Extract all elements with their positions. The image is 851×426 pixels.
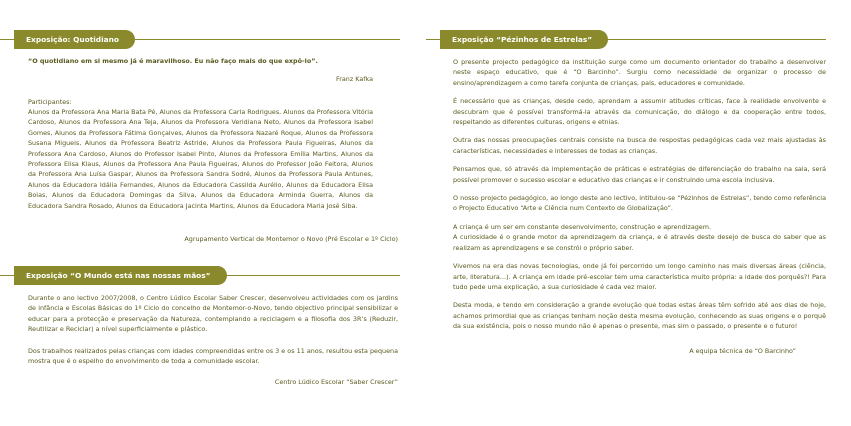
header-pill: Exposição “Pézinhos de Estrelas” xyxy=(440,30,608,49)
section-header-mundo xyxy=(0,266,400,285)
header-pill: Exposição “O Mundo está nas nossas mãos” xyxy=(14,266,227,285)
body-paragraph: Vivemos na era das novas tecnologias, onde já foi percorrido um longo caminho nas mais diversas áreas (ciência, arte, literatura…). A criança em idade pré-escolar tem uma característica muito própria: a idade dos porquês?! Para tudo pede uma explicação, a sua curiosidade é cada vez maior. xyxy=(453,262,826,291)
mundo-signature: Centro Lúdico Escolar “Saber Crescer” xyxy=(274,378,398,386)
participants-signature: Agrupamento Vertical de Montemor o Novo (Pré Escolar e 1º Ciclo) xyxy=(184,235,398,243)
pezinhos-body xyxy=(453,57,826,356)
participants-title: Participantes: xyxy=(28,98,72,106)
kafka-quote: “O quotidiano em si mesmo já é maravilhoso. Eu não faço mais do que expô-lo”. xyxy=(28,57,318,65)
body-paragraph: Outra das nossas preocupações centrais consiste na busca de respostas pedagógicas cada vez mais ajustadas às características, necessidades e interesses de todas as crianças. xyxy=(453,136,826,155)
mundo-paragraph-1: Durante o ano lectivo 2007/2008, o Centro Lúdico Escolar Saber Crescer, desenvolveu actividades com os jardins de infância e Escolas Básicas do 1º Ciclo do concelho de Montemor-o-Novo, tendo objectivo principal sensibilizar e educar para a protecção e preservação da Natureza, contemplando a reciclagem e a filosofia dos 3R’s (Reduzir, Reutilizar e Reciclar) a nível superficialmente e plástico. xyxy=(28,294,398,334)
quote-author: Franz Kafka xyxy=(336,75,373,83)
body-paragraph: É necessário que as crianças, desde cedo, aprendam a assumir atitudes críticas, face à realidade envolvente e descubram que é possível transformá-la através da comunicação, do diálogo e da cooperação entre todos, respeitando as diferentes culturas, origens e etnias. xyxy=(453,97,826,127)
left-page xyxy=(0,0,405,426)
body-paragraph: O presente projecto pedagógico da instituição surge como um documento orientador do trabalho a desenvolver neste espaço educativo, que é “O Barcinho”. Surgiu como necessidade de organizar o processo de ensino/aprendizagem a como tarefa conjunta de crianças, pais, educadores e comunidade. xyxy=(453,58,826,87)
section-header-quotidiano xyxy=(0,30,400,49)
mundo-paragraph-2: Dos trabalhos realizados pelas crianças com idades compreendidas entre os 3 e os 11 anos, resultou esta pequena mostra que é o espelho do envolvimento de toda a comunidade escolar. xyxy=(28,347,398,366)
right-page xyxy=(426,0,831,426)
body-paragraph: O nosso projecto pedagógico, ao longo deste ano lectivo, intitulou-se “Pézinhos de Estrelas”, tendo como referência o Projecto Educativo “Arte e Ciência num Contexto de Globalização”. xyxy=(453,194,826,213)
body-paragraph: Desta moda, e tendo em consideração a grande evolução que todas estas áreas têm sofrido até aos dias de hoje, achamos primordial que as crianças tenham noção desta mesma evolução, conhecendo as suas origens e o porquê da sua existência, pois o nosso mundo não é apenas o presente, mas sim o passado, o presente e o futuro! xyxy=(453,301,826,331)
participants-list: Alunos da Professora Ana Maria Bata Pé, Alunos da Professora Carla Rodrigues, Alunos da Professora Vitória Cardoso, Alunos da Professora Ana Teja, Alunos da Professora Veridiana Neto, Alunos da Professora Isabel Gomes, Alunos da Professora Fátima Gonçalves, Alunos da Professora Nazaré Roque, Alunos da Professora Susana Migueis, Alunos da Professora Beatriz Astride, Alunos da Professora Paula Figueiras, Alunos da Professora Ana Cardoso, Alunos do Professor Isabel Pinto, Alunos da Professora Emília Martins, Alunos da Professora Elisa Klaus, Alunos da Professora Ana Paula Figueiras, Alunos do Professor João Feitora, Alunos da Professora Ana Luísa Gaspar, Alunos da Professora Sandra Sodré, Alunos da Professora Paula Antunes, Alunos da Educadora Idália Fernandes, Alunos da Educadora Cassilda Aurélio, Alunos da Educadora Elisa Boias, Alunos da Educadora Domingas da Silva, Alunos da Educadora Arminda Guerra, Alunos da Educadora Sandra Rosado, Alunos da Educadora Jacinta Martins, Alunos da Educadora Maria José Siba. xyxy=(28,108,373,210)
header-pill: Exposição: Quotidiano xyxy=(14,30,135,49)
section-header-pezinhos xyxy=(426,30,826,49)
pezinhos-signature: A equipa técnica de “O Barcinho” xyxy=(689,346,796,355)
body-paragraph: Pensamos que, só através da implementação de práticas e estratégias de diferenciação do trabalho na sala, será possível promover o sucesso escolar e educativo das crianças e ir construindo uma escola inclusiva. xyxy=(453,165,826,184)
body-paragraph: A criança é um ser em constante desenvolvimento, construção e aprendizagem. A curiosidade é o grande motor da aprendizagem da criança, e é através deste desejo de busca do saber que as realizam as aprendizagens e se constrói o próprio saber. xyxy=(453,222,826,252)
